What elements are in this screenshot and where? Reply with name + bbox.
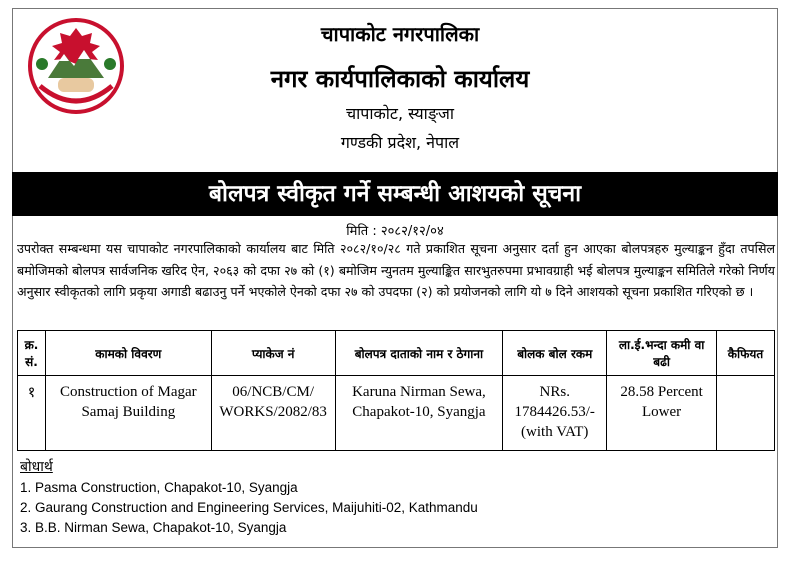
col-variance: ला.ई.भन्दा कमी वा बढी: [607, 331, 717, 376]
col-remarks: कैफियत: [717, 331, 775, 376]
col-work: कामको विवरण: [45, 331, 211, 376]
list-item: 2. Gaurang Construction and Engineering Services, Maijuhiti-02, Kathmandu: [20, 499, 478, 515]
notice-title: बोलपत्र स्वीकृत गर्ने सम्बन्धी आशयको सूचना: [12, 172, 778, 216]
col-sn: क्र. सं.: [18, 331, 46, 376]
list-item: 1. Pasma Construction, Chapakot-10, Syangja: [20, 480, 298, 495]
bodharth-list: [20, 478, 478, 537]
cell-sn: १: [18, 376, 46, 451]
office-name: नगर कार्यपालिकाको कार्यालय: [270, 65, 530, 93]
notice-body: उपरोक्त सम्बन्धमा यस चापाकोट नगरपालिकाको कार्यालय बाट मिति २०८२/१०/२८ गते प्रकाशित सूचना अनुसार दर्ता हुन आएका बोलपत्रहरु मुल्याङ्कन हुँदा तपसिल बमोजिमको बोलपत्र सार्वजनिक खरिद ऐन, २०६३ को दफा २७ को (१) बमोजिम न्युनतम मुल्याङ्कित सारभुतरुपमा प्रभावग्राही भई बोलपत्र मुल्याङ्कन समितिले गरेको निर्णय अनुसार स्वीकृतको लागि प्रकृया अगाडी बढाउनु पर्ने भएकोले ऐनको दफा २७ को उपदफा (२) को प्रयोजनको लागि यो ७ दिने आशयको सूचना प्रकाशित गरिएको छ ।: [17, 241, 775, 299]
notice-date: मिति : २०८२/१२/०४: [346, 224, 444, 239]
list-item: 3. B.B. Nirman Sewa, Chapakot-10, Syangja: [20, 519, 287, 535]
cell-package: 06/NCB/CM/ WORKS/2082/83: [211, 376, 335, 451]
cell-remarks: [717, 376, 775, 451]
table-header-row: [18, 331, 775, 376]
cell-variance: 28.58 Percent Lower: [607, 376, 717, 451]
col-amount: बोलक बोल रकम: [503, 331, 607, 376]
cell-work: Construction of Magar Samaj Building: [45, 376, 211, 451]
col-package: प्याकेज नं: [211, 331, 335, 376]
col-bidder: बोलपत्र दाताको नाम र ठेगाना: [335, 331, 503, 376]
province-country: गण्डकी प्रदेश, नेपाल: [340, 133, 460, 152]
cell-amount: NRs. 1784426.53/- (with VAT): [503, 376, 607, 451]
nepal-emblem-icon: [22, 16, 130, 116]
municipality-name: चापाकोट नगरपालिका: [320, 22, 480, 46]
bid-table: [17, 330, 775, 451]
cell-bidder: Karuna Nirman Sewa, Chapakot-10, Syangja: [335, 376, 503, 451]
office-address: चापाकोट, स्याङ्जा: [345, 104, 455, 123]
bodharth-label: बोधार्थ: [20, 459, 53, 475]
table-row: [18, 376, 775, 451]
